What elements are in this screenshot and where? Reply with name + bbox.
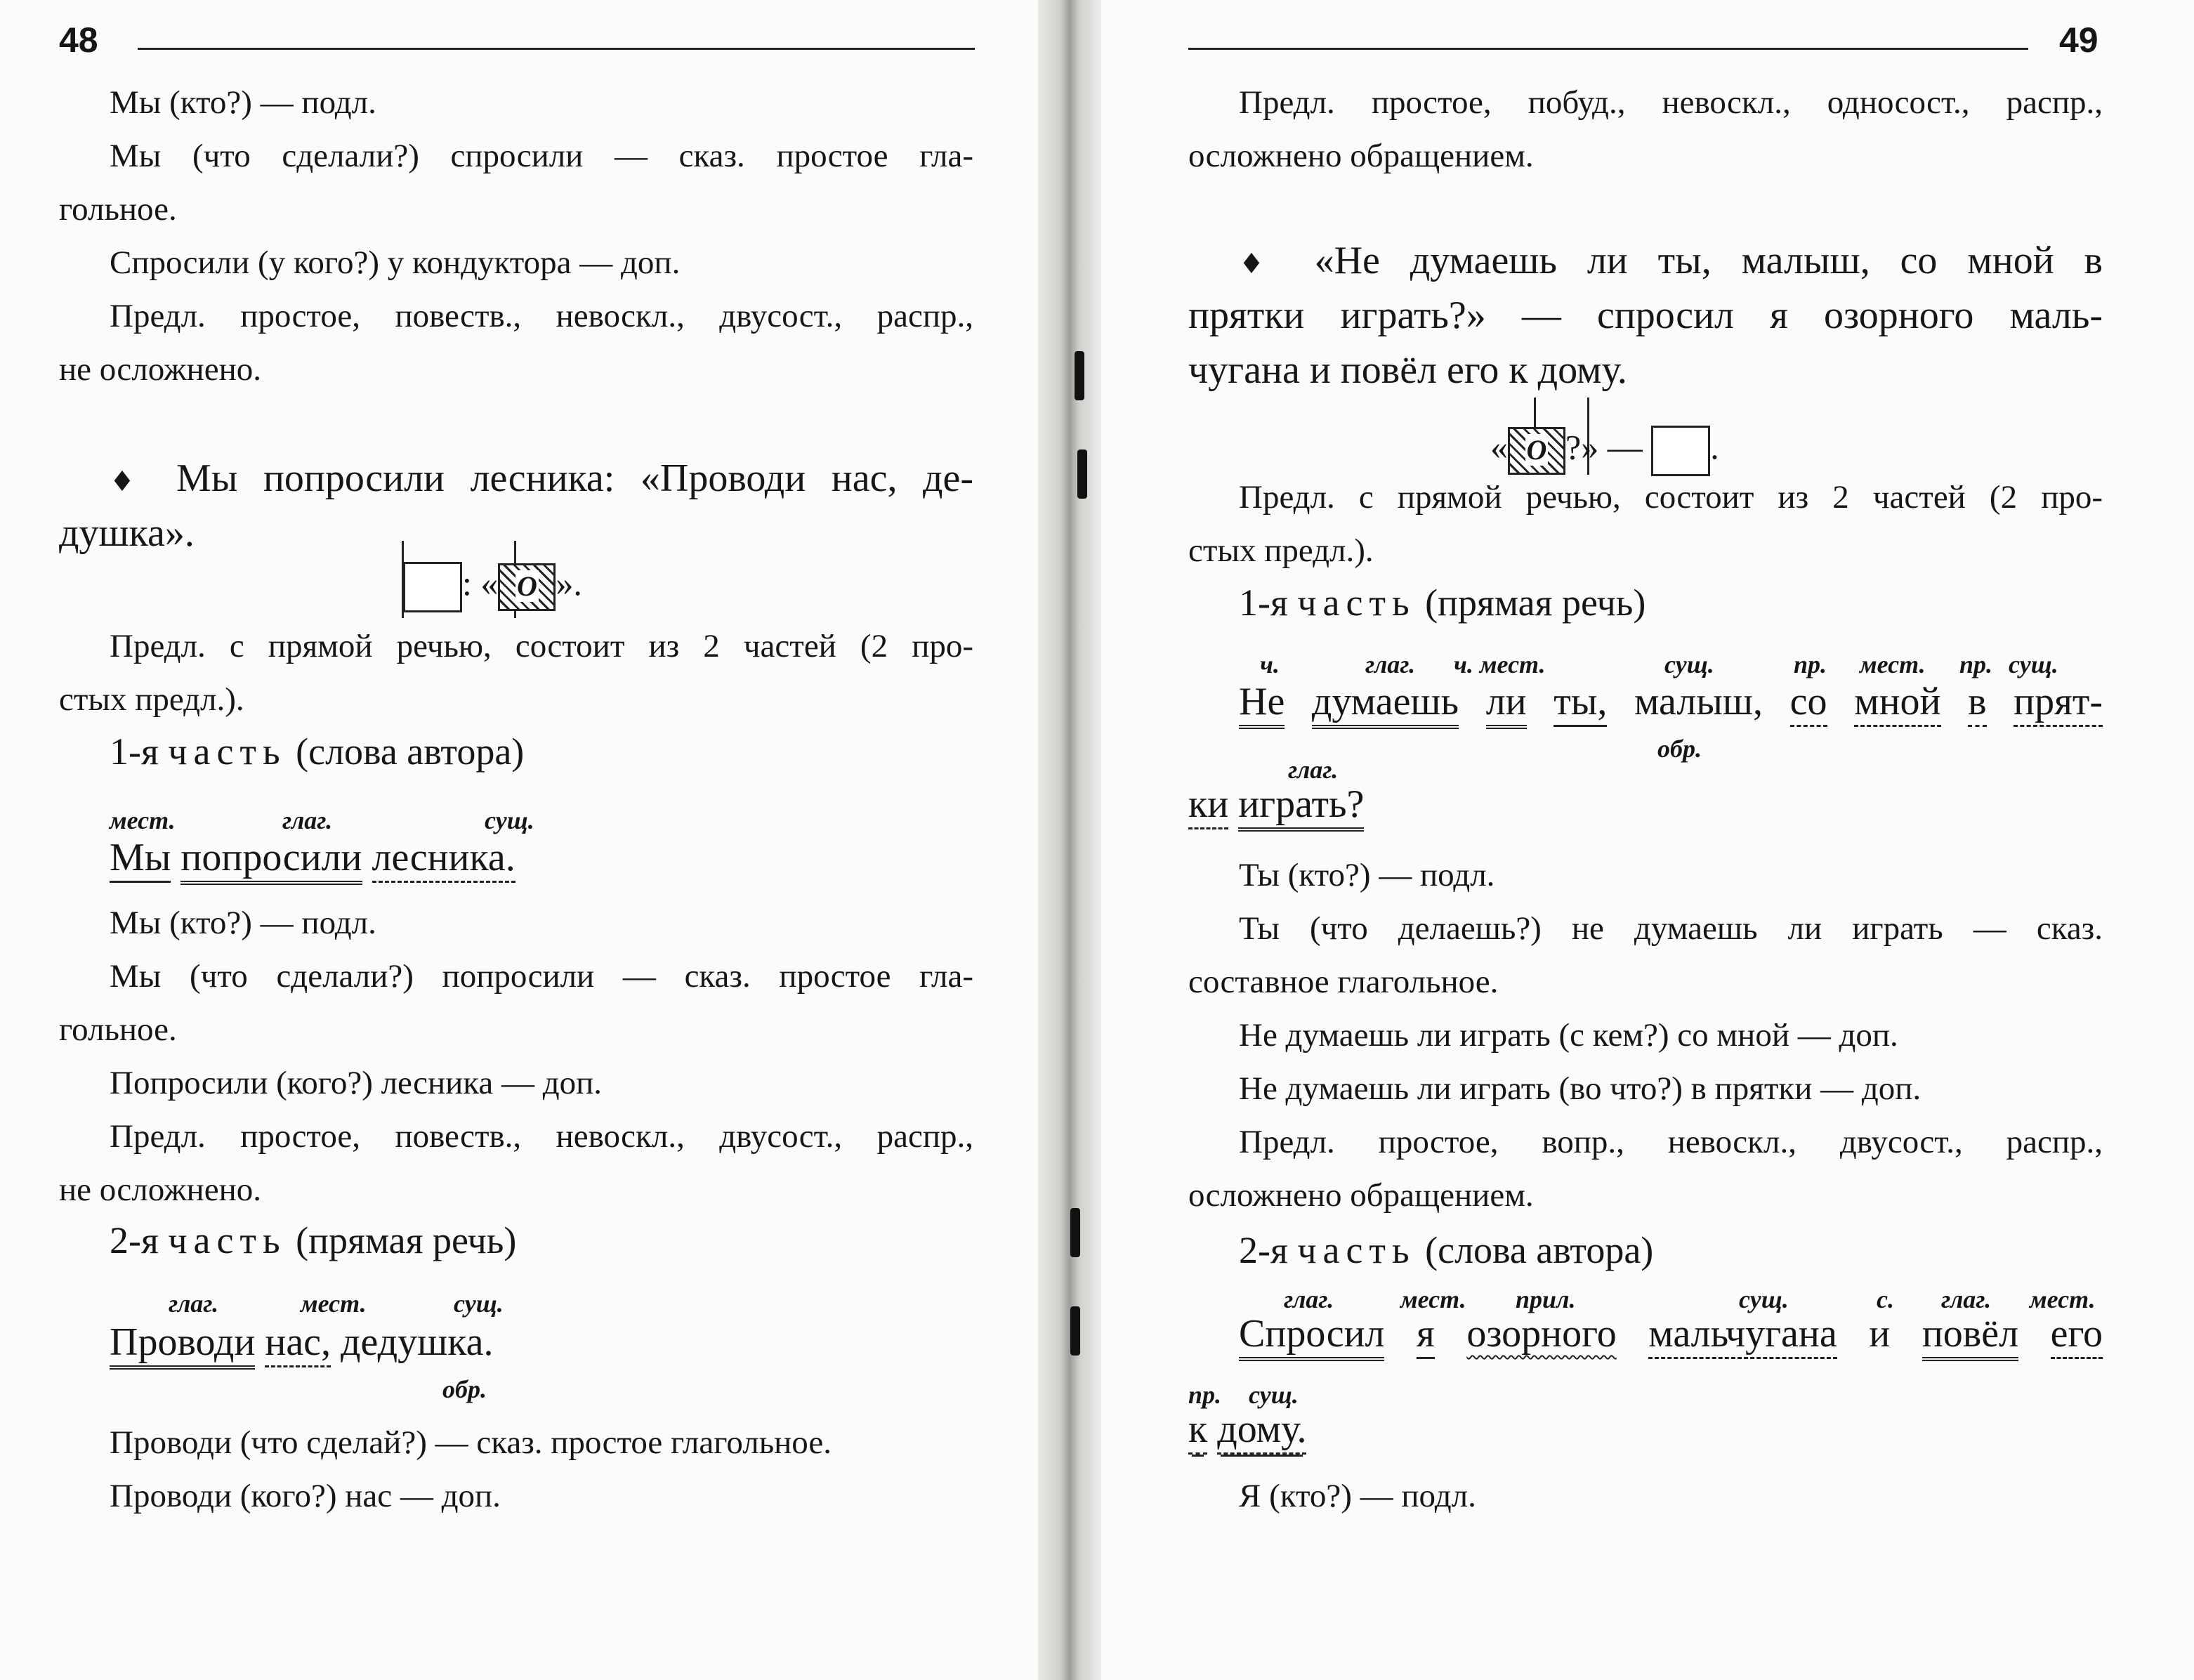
part-heading: 1-я часть (слова автора)	[110, 730, 525, 773]
pos-label: глаг.	[169, 1289, 219, 1318]
address-word: дедушка.	[341, 1320, 494, 1364]
author-words-box	[1651, 426, 1710, 476]
pos-label: глаг.	[1288, 756, 1339, 784]
diamond-bullet-icon: ♦	[1239, 248, 1285, 280]
object-word: лесника.	[372, 836, 515, 883]
part-heading: 2-я часть (прямая речь)	[110, 1219, 517, 1261]
pos-label: мест.	[2030, 1285, 2096, 1313]
object-word: мной	[1854, 680, 1940, 727]
task-sentence: ♦ «Не думаешь ли ты, малыш, со мной в	[1239, 239, 2103, 282]
text-line: Предл. простое, повеств., невоскл., двусост., распр.,	[110, 1118, 973, 1155]
pos-label: мест.	[301, 1289, 367, 1318]
object-word: мальчугана	[1648, 1312, 1837, 1359]
conjunction-word: и	[1869, 1312, 1891, 1356]
object-word: его	[2051, 1312, 2103, 1359]
pos-label: ч. мест.	[1454, 650, 1546, 678]
predicate-word: попросили	[180, 836, 362, 885]
page-48	[0, 0, 1038, 1680]
part-heading: 2-я часть (слова автора)	[1239, 1229, 1654, 1271]
text-line: Мы (кто?) — подл.	[110, 84, 376, 121]
text-line: не осложнено.	[59, 351, 261, 388]
object-word: прят-	[2014, 680, 2103, 727]
task-sentence-cont: душка».	[59, 511, 195, 555]
object-word: ки	[1188, 782, 1228, 829]
predicate-word: Спросил	[1239, 1312, 1384, 1361]
header-rule	[1188, 48, 2028, 50]
text-line: осложнено обращением.	[1188, 1177, 1534, 1214]
attribute-word: озорного	[1466, 1312, 1617, 1356]
parsed-sentence	[1239, 1311, 2103, 1357]
text-line: гольное.	[59, 1011, 177, 1048]
author-words-box	[403, 562, 462, 612]
direct-speech-box: О	[498, 563, 556, 611]
text-line: составное глагольное.	[1188, 964, 1499, 1000]
predicate-word: повёл	[1922, 1312, 2018, 1361]
header-rule	[138, 48, 975, 50]
pos-label: мест.	[110, 806, 176, 834]
pos-label: сущ.	[485, 806, 534, 834]
pos-label: сущ.	[2009, 650, 2058, 678]
text-line: Спросили (у кого?) у кондуктора — доп.	[110, 244, 681, 281]
text-line: Мы (кто?) — подл.	[110, 905, 376, 941]
parsed-sentence	[1239, 678, 2103, 725]
sentence-scheme: « О ?» — .	[1490, 426, 1719, 476]
text-line: стых предл.).	[59, 681, 244, 718]
staple	[1075, 351, 1084, 400]
pos-label: сущ.	[1664, 650, 1714, 678]
direct-speech-box: О	[1508, 427, 1565, 475]
object-word: со	[1790, 680, 1827, 727]
pos-label: глаг.	[282, 806, 333, 834]
text-line: Предл. простое, вопр., невоскл., двусост., распр.,	[1239, 1124, 2103, 1160]
part-heading: 1-я часть (прямая речь)	[1239, 582, 1646, 624]
adverbial-word: к	[1188, 1407, 1207, 1455]
page-number: 48	[59, 20, 98, 60]
address-label: обр.	[442, 1375, 487, 1403]
pos-label: мест.	[1400, 1285, 1466, 1313]
text-line: Попросили (кого?) лесника — доп.	[110, 1065, 603, 1101]
text-line: Мы (что сделали?) спросили — сказ. простое гла-	[110, 138, 973, 174]
subject-word: я	[1417, 1312, 1435, 1359]
task-sentence-cont: прятки играть?» — спросил я озорного маль-	[1188, 294, 2103, 337]
staple	[1070, 1306, 1080, 1356]
text-line: Проводи (кого?) нас — доп.	[110, 1478, 501, 1514]
subject-word: Мы	[110, 836, 171, 883]
page-49	[1101, 0, 2194, 1680]
staple	[1077, 449, 1087, 499]
pos-label: сущ.	[454, 1289, 504, 1318]
parsed-sentence	[110, 834, 515, 881]
text-line: Ты (что делаешь?) не думаешь ли играть — сказ.	[1239, 910, 2103, 947]
text-line: стых предл.).	[1188, 532, 1374, 569]
staple	[1070, 1208, 1080, 1257]
text-line: Проводи (что сделай?) — сказ. простое глагольное.	[110, 1424, 832, 1461]
task-sentence-cont: чугана и повёл его к дому.	[1188, 348, 1627, 392]
parsed-sentence-cont	[1188, 781, 1364, 827]
pos-label: мест.	[1860, 650, 1926, 678]
text-line: Предл. простое, побуд., невоскл., односост., распр.,	[1239, 84, 2103, 121]
object-word: нас,	[265, 1320, 331, 1367]
pos-label: ч.	[1260, 650, 1280, 678]
text-line: Предл. с прямой речью, состоит из 2 частей (2 про-	[110, 628, 973, 664]
predicate-word: Не	[1239, 680, 1285, 729]
pos-label: глаг.	[1941, 1285, 1992, 1313]
text-line: не осложнено.	[59, 1172, 261, 1208]
address-label: обр.	[1657, 735, 1702, 763]
predicate-word: играть?	[1238, 782, 1364, 832]
address-word: малыш,	[1634, 680, 1763, 723]
parsed-sentence	[110, 1319, 493, 1365]
object-word: в	[1968, 680, 1986, 727]
pos-label: пр.	[1959, 650, 1993, 678]
pos-label: пр.	[1188, 1381, 1222, 1409]
pos-label: с.	[1877, 1285, 1894, 1313]
pos-label: сущ.	[1249, 1381, 1299, 1409]
pos-label: глаг.	[1365, 650, 1416, 678]
predicate-word: думаешь	[1312, 680, 1459, 729]
text-line: Предл. простое, повеств., невоскл., двусост., распр.,	[110, 298, 973, 334]
subject-word: ты,	[1553, 680, 1607, 727]
task-sentence: ♦ Мы попросили лесника: «Проводи нас, де-	[110, 457, 974, 500]
pos-label: прил.	[1516, 1285, 1576, 1313]
predicate-word: Проводи	[110, 1320, 255, 1370]
parsed-sentence-cont	[1188, 1406, 1306, 1452]
pos-label: сущ.	[1739, 1285, 1789, 1313]
pos-label: глаг.	[1284, 1285, 1334, 1313]
sentence-scheme: : « О ».	[403, 562, 582, 612]
text-line: гольное.	[59, 191, 177, 228]
pos-label: пр.	[1794, 650, 1827, 678]
text-line: Не думаешь ли играть (во что?) в прятки — доп.	[1239, 1070, 1922, 1107]
text-line: Я (кто?) — подл.	[1239, 1478, 1476, 1514]
text-line: Ты (кто?) — подл.	[1239, 857, 1495, 893]
text-line: Мы (что сделали?) попросили — сказ. простое гла-	[110, 958, 973, 995]
adverbial-word: дому.	[1217, 1407, 1306, 1455]
text-line: Не думаешь ли играть (с кем?) со мной — доп.	[1239, 1017, 1898, 1054]
text-line: Предл. с прямой речью, состоит из 2 частей (2 про-	[1239, 479, 2103, 516]
predicate-word: ли	[1486, 680, 1527, 729]
text-line: осложнено обращением.	[1188, 138, 1534, 174]
book-spine	[1038, 0, 1101, 1680]
page-number: 49	[2059, 20, 2098, 60]
diamond-bullet-icon: ♦	[110, 466, 151, 498]
